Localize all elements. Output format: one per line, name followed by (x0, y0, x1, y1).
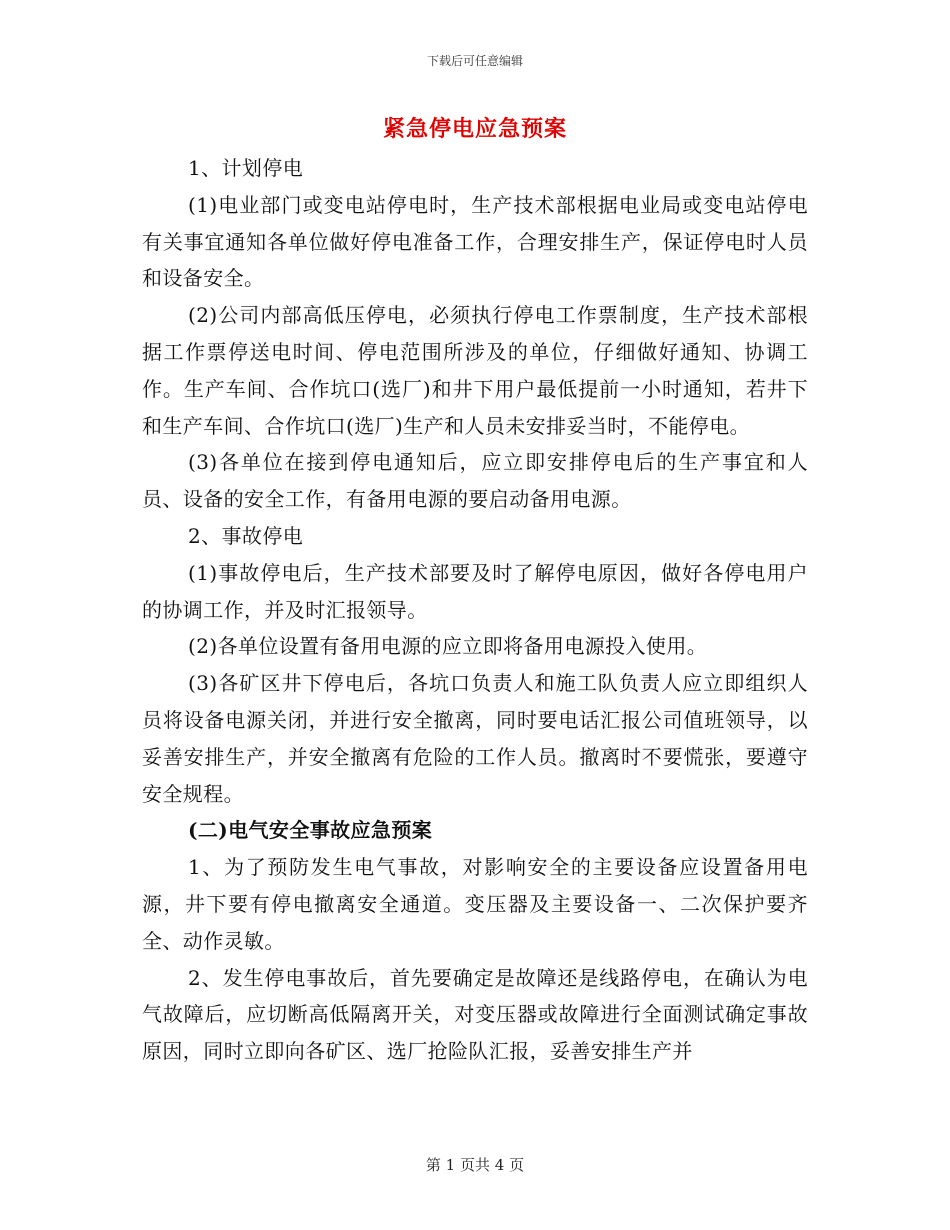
paragraph: (1)事故停电后，生产技术部要及时了解停电原因，做好各停电用户的协调工作，并及时汇报领导。 (142, 560, 808, 622)
paragraph: (1)电业部门或变电站停电时，生产技术部根据电业局或变电站停电有关事宜通知各单位做好停电准备工作，合理安排生产，保证停电时人员和设备安全。 (142, 192, 808, 291)
section-heading: (二)电气安全事故应急预案 (188, 818, 433, 843)
paragraph: 2、事故停电 (188, 523, 304, 548)
page-footer: 第 1 页共 4 页 (425, 1156, 525, 1174)
paragraph: (3)各矿区井下停电后，各坑口负责人和施工队负责人应立即组织人员将设备电源关闭，并进行安全撤离，同时要电话汇报公司值班领导，以妥善安排生产，并安全撤离有危险的工作人员。撤离时不要慌张，要遵守安全规程。 (142, 671, 808, 806)
paragraph: (2)各单位设置有备用电源的应立即将备用电源投入使用。 (188, 634, 708, 659)
header-note: 下载后可任意编辑 (426, 54, 523, 68)
paragraph: (2)公司内部高低压停电，必须执行停电工作票制度，生产技术部根据工作票停送电时间、停电范围所涉及的单位，仔细做好通知、协调工作。生产车间、合作坑口(选厂)和井下用户最低提前一小时通知，若井下和生产车间、合作坑口(选厂)生产和人员未安排妥当时，不能停电。 (142, 303, 808, 438)
paragraph: 2、发生停电事故后，首先要确定是故障还是线路停电，在确认为电气故障后，应切断高低隔离开关，对变压器或故障进行全面测试确定事故原因，同时立即向各矿区、选厂抢险队汇报，妥善安排生产并 (142, 965, 808, 1064)
paragraph: 1、计划停电 (188, 156, 304, 180)
paragraph: (3)各单位在接到停电通知后，应立即安排停电后的生产事宜和人员、设备的安全工作，有备用电源的要启动备用电源。 (142, 450, 808, 512)
paragraph: 1、为了预防发生电气事故，对影响安全的主要设备应设置备用电源，井下要有停电撤离安全通道。变压器及主要设备一、二次保护要齐全、动作灵敏。 (142, 855, 808, 953)
document-body (142, 150, 808, 1070)
document-title: 紧急停电应急预案 (382, 116, 567, 142)
